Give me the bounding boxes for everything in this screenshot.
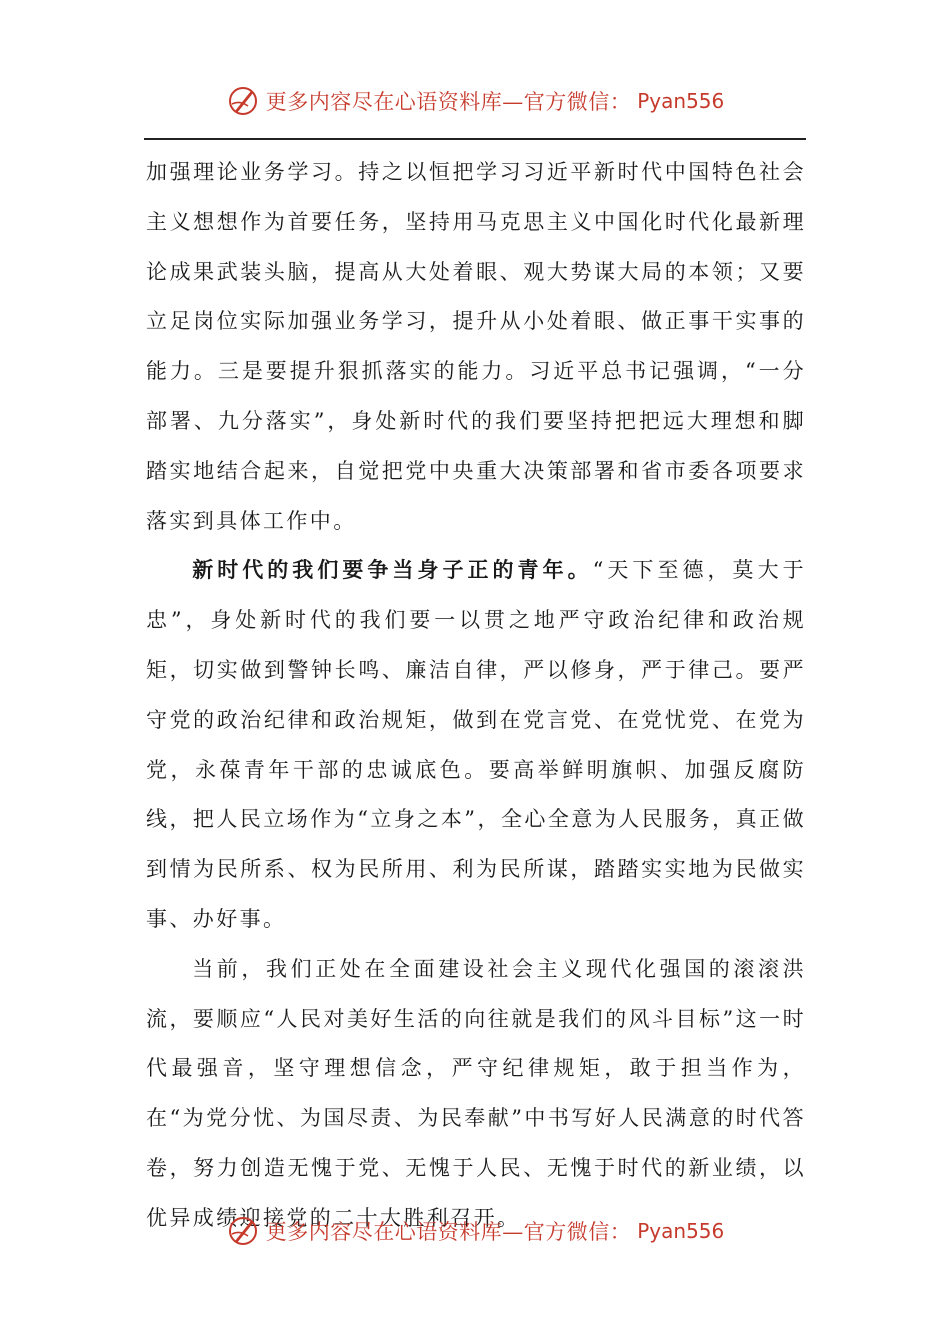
quill-pen-logo-icon — [226, 1214, 260, 1248]
paragraph-2-lead: 新时代的我们要争当身子正的青年。 — [192, 558, 593, 583]
banner-text: 更多内容尽在心语资料库—官方微信： — [265, 1220, 632, 1244]
header-banner — [0, 76, 950, 126]
banner-text: 更多内容尽在心语资料库—官方微信： — [265, 90, 632, 114]
paragraph-2-text: “天下至德，莫大于忠”，身处新时代的我们要一以贯之地严守政治纪律和政治规矩，切实做到警钟长鸣、廉洁自律，严以修身，严于律己。要严守党的政治纪律和政治规矩，做到在党言党、在党忧党、在党为党，永葆青年干部的忠诚底色。要高举鲜明旗帜、加强反腐防线，把人民立场作为“立身之本”，全心全意为人民服务，真正做到情为民所系、权为民所用、利为民所谋，踏踏实实地为民做实事、办好事。 — [146, 558, 806, 931]
footer-banner — [0, 1206, 950, 1256]
header-divider — [144, 138, 806, 140]
paragraph-3 — [146, 945, 806, 1244]
document-body — [146, 148, 806, 1244]
paragraph-2 — [146, 546, 806, 944]
quill-pen-logo-icon — [226, 84, 260, 118]
paragraph-1 — [146, 148, 806, 546]
paragraph-1-text: 加强理论业务学习。持之以恒把学习习近平新时代中国特色社会主义想想作为首要任务，坚持用马克思主义中国化时代化最新理论成果武装头脑，提高从大处着眼、观大势谋大局的本领；又要立足岗位实际加强业务学习，提升从小处着眼、做正事干实事的能力。三是要提升狠抓落实的能力。习近平总书记强调，“一分部署、九分落实”，身处新时代的我们要坚持把把远大理想和脚踏实地结合起来，自觉把党中央重大决策部署和省市委各项要求落实到具体工作中。 — [146, 160, 806, 533]
wechat-id: Pyan556 — [637, 89, 725, 113]
paragraph-3-text: 当前，我们正处在全面建设社会主义现代化强国的滚滚洪流，要顺应“人民对美好生活的向往就是我们的风斗目标”这一时代最强音，坚守理想信念，严守纪律规矩，敢于担当作为，在“为党分忧、为国尽责、为民奉献”中书写好人民满意的时代答卷，努力创造无愧于党、无愧于人民、无愧于时代的新业绩，以优异成绩迎接党的二十大胜利召开。 — [146, 956, 806, 1230]
wechat-id: Pyan556 — [637, 1219, 725, 1243]
